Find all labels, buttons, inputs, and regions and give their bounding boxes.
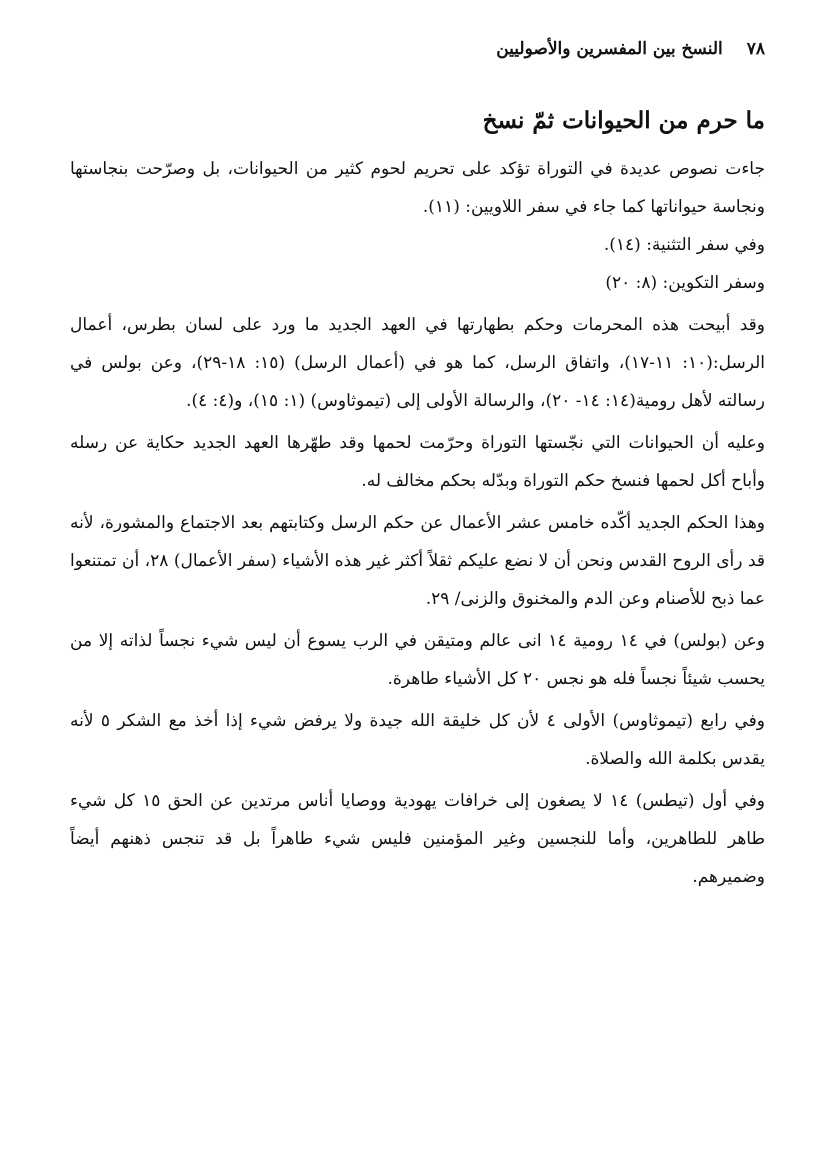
paragraph-acts-fifteen: وهذا الحكم الجديد أكّده خامس عشر الأعمال عن حكم الرسل وكتابتهم بعد الاجتماع والمشورة، لأنه قد رأى الروح القدس ونحن أن لا نضع عليكم ثقلاً أكثر غير هذه الأشياء (سفر الأعمال) ٢٨، أن تمتنعوا عما ذبح للأصنام وعن الدم والمخنوق والزنى/ ٢٩. xyxy=(70,513,765,609)
paragraph-new-testament: وقد أبيحت هذه المحرمات وحكم بطهارتها في العهد الجديد ما ورد على لسان بطرس، أعمال الرسل:(١٠: ١١-١٧)، واتفاق الرسل، كما هو في (أعمال الرسل) (١٥: ١٨-٢٩)، وعن بولس في رسالته لأهل رومية(١٤: ١٤- ٢٠)، والرسالة الأولى إلى (تيموثاوس) (١: ١٥)، و(٤: ٤). xyxy=(70,315,765,411)
paragraph-timothy: وفي رابع (تيموثاوس) الأولى ٤ لأن كل خليقة الله جيدة ولا يرفض شيء إذا أخذ مع الشكر ٥ لأنه يقدس بكلمة الله والصلاة. xyxy=(70,711,766,769)
running-title: النسخ بين المفسرين والأصوليين xyxy=(496,39,723,59)
page-number: ٧٨ xyxy=(746,39,765,59)
section-heading: ما حرم من الحيوانات ثمّ نسخ xyxy=(482,107,765,134)
paragraph-genesis: وسفر التكوين: (٨: ٢٠) xyxy=(605,273,765,293)
paragraph-deuteronomy: وفي سفر التثنية: (١٤). xyxy=(603,235,765,255)
paragraph-abrogation: وعليه أن الحيوانات التي نجّستها التوراة وحرّمت لحمها وقد طهّرها العهد الجديد حكاية عن رسله وأباح أكل لحمها فنسخ حكم التوراة وبدّله بحكم مخالف له. xyxy=(70,433,765,491)
running-header xyxy=(72,34,765,64)
paragraph-romans: وعن (بولس) في ١٤ رومية ١٤ انى عالم ومتيقن في الرب يسوع أن ليس شيء نجساً لذاته إلا من يحسب شيئاً نجساً فله هو نجس ٢٠ كل الأشياء طاهرة. xyxy=(70,631,766,689)
page-body xyxy=(70,98,765,896)
paragraph-titus: وفي أول (تيطس) ١٤ لا يصغون إلى خرافات يهودية ووصايا أناس مرتدين عن الحق ١٥ كل شيء طاهر للطاهرين، وأما للنجسين وغير المؤمنين فليس شيء طاهراً بل قد تنجس ذهنهم أيضاً وضميرهم. xyxy=(70,791,765,887)
paragraph-intro: جاءت نصوص عديدة في التوراة تؤكد على تحريم لحوم كثير من الحيوانات، بل وصرّحت بنجاستها ونجاسة حيواناتها كما جاء في سفر اللاويين: (١١). xyxy=(70,159,765,217)
